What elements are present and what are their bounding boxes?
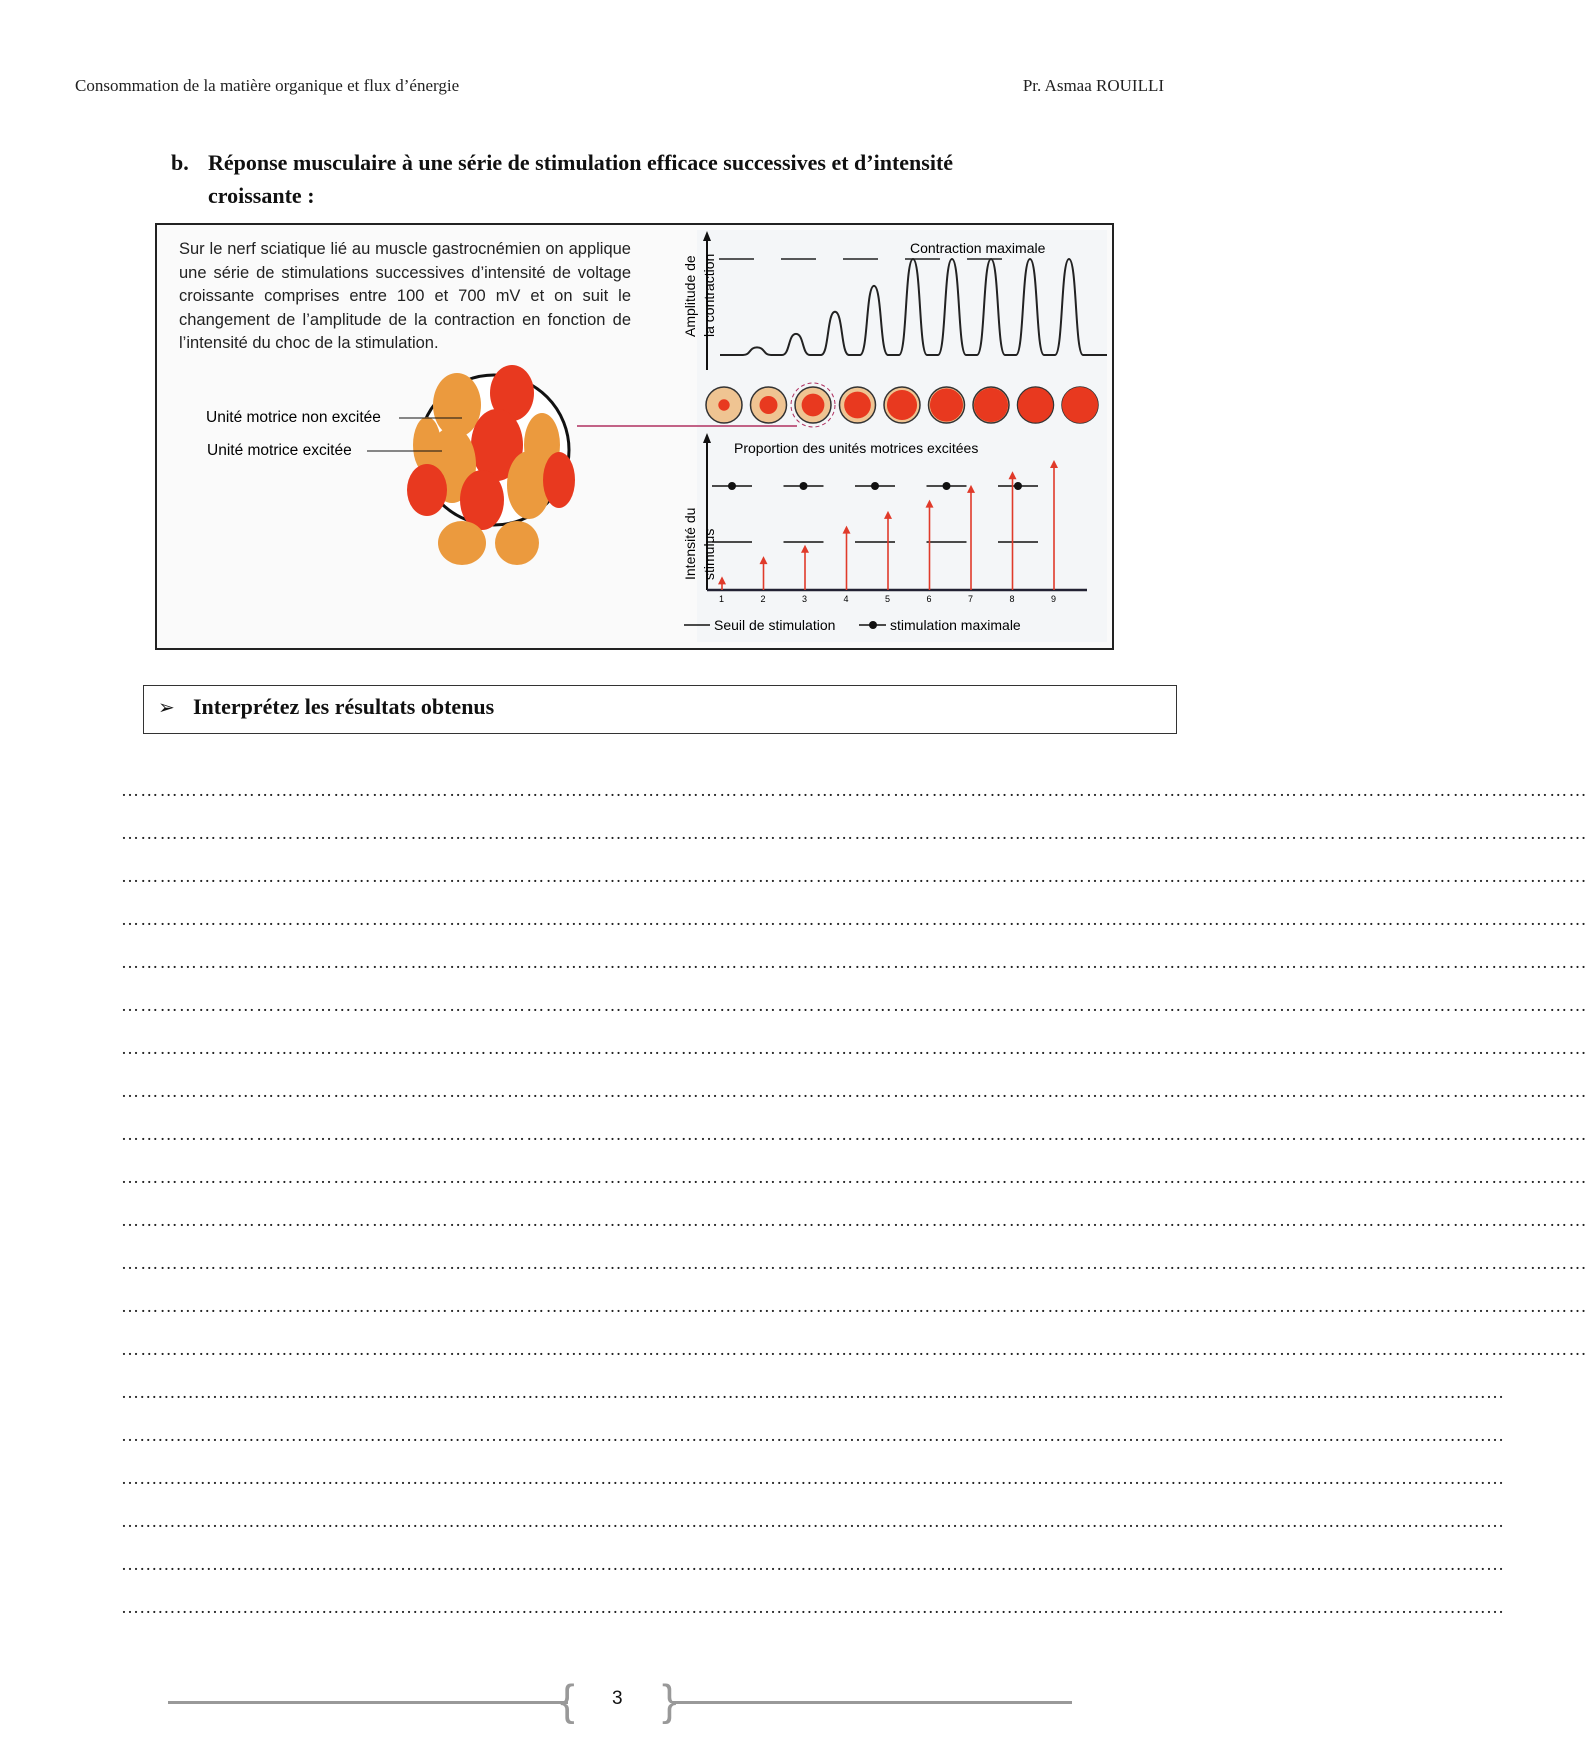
top-ylabel-1: Amplitude de: [682, 255, 698, 337]
bottom-ylabel-1: Intensité du: [682, 507, 698, 580]
header-course-title: Consommation de la matière organique et flux d’énergie: [75, 76, 460, 95]
answer-line[interactable]: …………………………………………………………………………………………………………………………………………………………………………………………………………: [121, 952, 1588, 972]
stimulus-number: 6: [926, 594, 932, 604]
answer-line[interactable]: …………………………………………………………………………………………………………………………………………………………………………………………………………: [121, 1554, 1505, 1574]
stimulus-number: 7: [968, 594, 974, 604]
answer-line[interactable]: …………………………………………………………………………………………………………………………………………………………………………………………………………: [121, 1081, 1588, 1101]
answer-line[interactable]: …………………………………………………………………………………………………………………………………………………………………………………………………………: [121, 1425, 1505, 1445]
excited-portion: [974, 388, 1008, 422]
excited-portion: [887, 390, 917, 420]
label-excited: Unité motrice excitée: [207, 442, 352, 459]
header-author: Pr. Asmaa ROUILLI: [1022, 76, 1164, 95]
section-title-line2: croissante :: [208, 183, 315, 208]
excited-portion: [844, 392, 871, 419]
section-label: b.: [171, 150, 189, 175]
bottom-ylabel-2: stimulus: [701, 528, 717, 580]
motor-unit-excited: [407, 464, 447, 516]
answer-line[interactable]: …………………………………………………………………………………………………………………………………………………………………………………………………………: [121, 1210, 1588, 1230]
answer-line[interactable]: …………………………………………………………………………………………………………………………………………………………………………………………………………: [121, 1296, 1588, 1316]
answer-line[interactable]: …………………………………………………………………………………………………………………………………………………………………………………………………………: [121, 866, 1588, 886]
stimulus-number: 4: [843, 594, 849, 604]
legend-threshold: Seuil de stimulation: [714, 617, 836, 633]
stimulus-number: 8: [1009, 594, 1015, 604]
legend-max-dot: [869, 621, 877, 629]
excited-portion: [802, 394, 825, 417]
excited-portion: [1062, 387, 1098, 423]
answer-line[interactable]: …………………………………………………………………………………………………………………………………………………………………………………………………………: [121, 1038, 1588, 1058]
contraction-max-label: Contraction maximale: [910, 240, 1046, 256]
arrow-bullet-icon: ➢: [158, 697, 175, 719]
answer-line[interactable]: …………………………………………………………………………………………………………………………………………………………………………………………………………: [121, 1511, 1505, 1531]
answer-line[interactable]: …………………………………………………………………………………………………………………………………………………………………………………………………………: [121, 1124, 1588, 1144]
motor-unit-non-excited: [438, 521, 486, 565]
answer-line[interactable]: …………………………………………………………………………………………………………………………………………………………………………………………………………: [121, 1339, 1588, 1359]
label-non-excited: Unité motrice non excitée: [206, 409, 381, 426]
experiment-figure: [155, 223, 1114, 650]
section-heading: [171, 146, 1121, 212]
max-stim-dot: [728, 482, 736, 490]
footer-line-left: [168, 1701, 568, 1704]
motor-unit-excited: [460, 470, 504, 530]
page-number: 3: [612, 1688, 623, 1709]
graph-panel: [697, 230, 1107, 642]
answer-line[interactable]: …………………………………………………………………………………………………………………………………………………………………………………………………………: [121, 1382, 1505, 1402]
stimulus-number: 5: [885, 594, 891, 604]
stimulus-number: 1: [719, 594, 725, 604]
stimulus-number: 2: [760, 594, 766, 604]
motor-unit-excited: [543, 452, 575, 508]
answer-line[interactable]: …………………………………………………………………………………………………………………………………………………………………………………………………………: [121, 1468, 1505, 1488]
top-ylabel-2: la contraction: [701, 253, 717, 337]
excited-portion: [718, 399, 729, 410]
legend-max: stimulation maximale: [890, 617, 1021, 633]
proportion-label: Proportion des unités motrices excitées: [734, 440, 979, 456]
answer-line[interactable]: …………………………………………………………………………………………………………………………………………………………………………………………………………: [121, 995, 1588, 1015]
max-stim-dot: [800, 482, 808, 490]
question-box: [143, 685, 1177, 734]
stimulus-number: 3: [802, 594, 808, 604]
max-stim-dot: [871, 482, 879, 490]
answer-line[interactable]: …………………………………………………………………………………………………………………………………………………………………………………………………………: [121, 909, 1588, 929]
answer-line[interactable]: …………………………………………………………………………………………………………………………………………………………………………………………………………: [121, 823, 1588, 843]
answer-line[interactable]: …………………………………………………………………………………………………………………………………………………………………………………………………………: [121, 1167, 1588, 1187]
excited-portion: [930, 388, 963, 421]
footer-line-right: [672, 1701, 1072, 1704]
motor-unit-non-excited: [433, 373, 481, 437]
excited-portion: [760, 396, 778, 414]
footer-brace-right: }: [662, 1676, 677, 1725]
stimulus-number: 9: [1051, 594, 1057, 604]
max-stim-dot: [943, 482, 951, 490]
footer-brace-left: {: [560, 1676, 575, 1725]
answer-line[interactable]: …………………………………………………………………………………………………………………………………………………………………………………………………………: [121, 1597, 1505, 1617]
figure-description: Sur le nerf sciatique lié au muscle gastrocnémien on applique une série de stimulations successives d’intensité de voltage croissante comprises entre 100 et 700 mV et on suit le changement de l’amplitude de la contraction en fonction de l’intensité du choc de la stimulation.: [179, 240, 631, 352]
excited-portion: [1018, 387, 1053, 422]
question-text: Interprétez les résultats obtenus: [193, 694, 495, 719]
motor-unit-non-excited: [495, 521, 539, 565]
answer-line[interactable]: …………………………………………………………………………………………………………………………………………………………………………………………………………: [121, 1253, 1588, 1273]
section-title-line1: Réponse musculaire à une série de stimulation efficace successives et d’intensité: [208, 150, 954, 175]
answer-line[interactable]: …………………………………………………………………………………………………………………………………………………………………………………………………………: [121, 780, 1588, 800]
max-stim-dot: [1014, 482, 1022, 490]
